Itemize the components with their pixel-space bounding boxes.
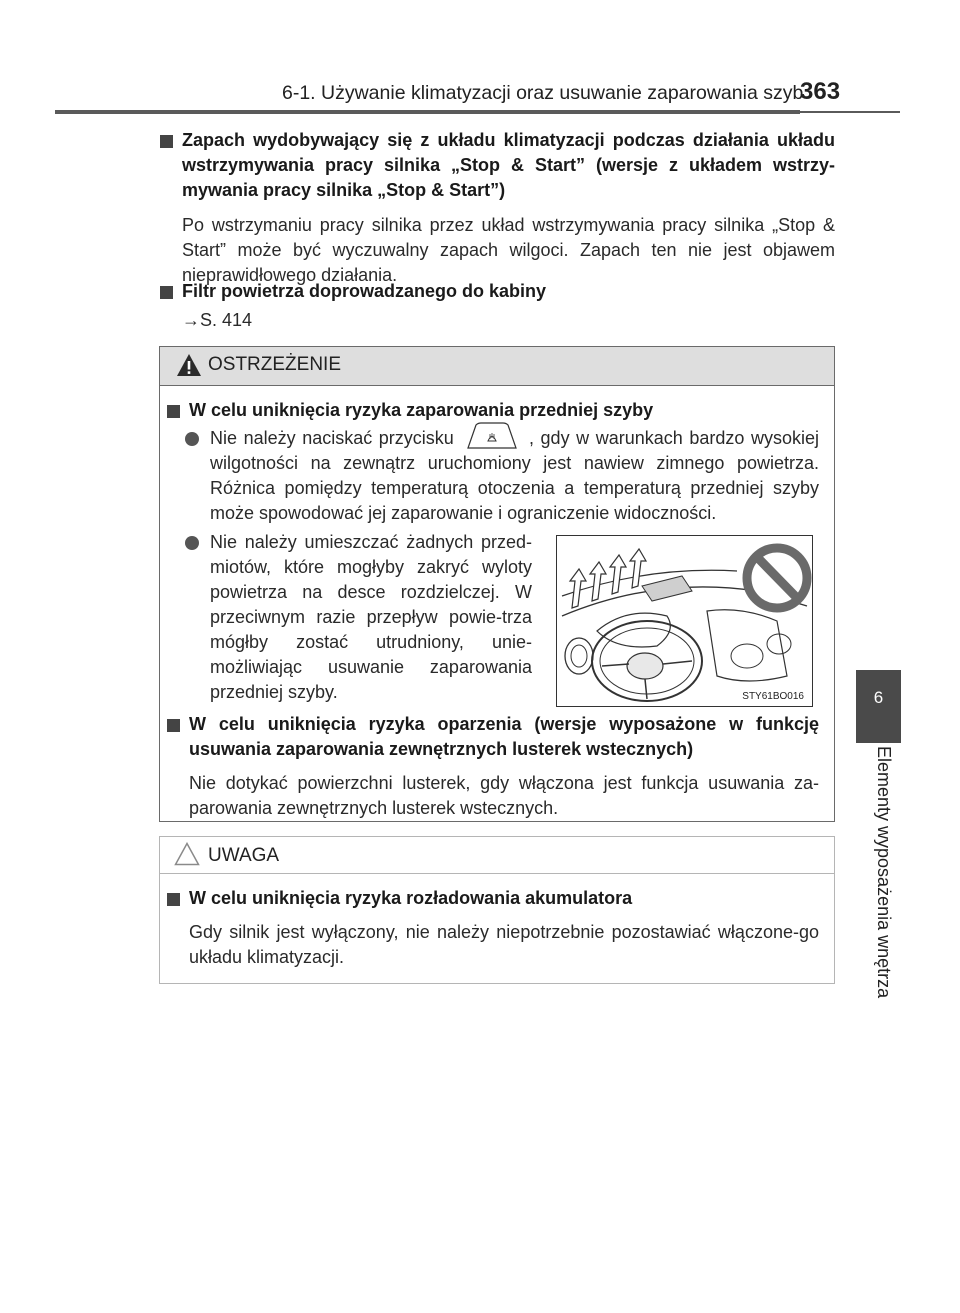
page-number: 363 <box>800 78 841 105</box>
warning-item-burn-body: Nie dotykać powierzchni lusterek, gdy włączona jest funkcja usuwania za-parowania zewnętrznych lusterek wstecznych. <box>189 773 819 818</box>
caution-triangle-outline-icon <box>174 842 200 866</box>
chapter-number: 6 <box>873 688 884 707</box>
section-title: 6-1. Używanie klimatyzacji oraz usuwanie zaparowania szyb <box>282 82 804 104</box>
warning-point-button: Nie należy naciskać przycisku , gdy w warunkach bardzo wysokiej wilgotności na zewnątrz uruchomiony jest nawiew zimnego powietrza. Różnica pomiędzy temperaturą otoczenia a temperaturą przedniej szyby może spowodować jej zaparowanie i ograniczenie widoczności. <box>185 426 819 526</box>
warning-item-burn-heading: W celu uniknięcia ryzyka oparzenia (wersje wyposażone w funkcję usuwania zaparowania zewnętrznych lusterek wstecznych) <box>167 712 819 762</box>
warning-header <box>160 347 834 386</box>
dashboard-drawing <box>557 536 812 706</box>
warning-triangle-icon <box>176 353 202 377</box>
notice-title: UWAGA <box>208 845 280 866</box>
section-odor-heading: Zapach wydobywający się z układu klimatyzacji podczas działania układu wstrzymywania pracy silnika „Stop & Start” (wersje z układem wstrzy-mywania pracy silnika „Stop & Start”) <box>160 128 835 203</box>
section-odor-body: Po wstrzymaniu pracy silnika przez układ wstrzymywania pracy silnika „Stop & Start” może być wyczuwalny zapach wilgoci. Zapach ten nie jest objawem nieprawidłowego działania. <box>182 215 835 285</box>
round-bullet-icon <box>185 432 199 446</box>
warning-item-fogging-heading: W celu uniknięcia ryzyka zaparowania przedniej szyby <box>167 398 819 423</box>
section-odor <box>160 128 835 288</box>
warning-item-fogging <box>167 398 819 423</box>
notice-item-battery-body: Gdy silnik jest wyłączony, nie należy niepotrzebnie pozostawiać włączone-go układu klimatyzacji. <box>189 922 819 967</box>
header-rule <box>55 110 800 114</box>
dashboard-illustration <box>556 535 813 707</box>
defrost-button-icon <box>464 422 520 450</box>
page-header <box>0 0 960 120</box>
section-cabin-filter <box>160 279 835 333</box>
square-bullet-icon <box>167 405 180 418</box>
warning-title: OSTRZEŻENIE <box>208 354 342 375</box>
chapter-label: Elementy wyposażenia wnętrza <box>874 746 894 999</box>
section-cabin-filter-heading: Filtr powietrza doprowadzanego do kabiny <box>160 279 835 304</box>
notice-item-battery-heading: W celu uniknięcia ryzyka rozładowania akumulatora <box>167 886 819 911</box>
round-bullet-icon <box>185 536 199 550</box>
notice-header <box>160 837 834 874</box>
square-bullet-icon <box>167 893 180 906</box>
illustration-code: STY61BO016 <box>742 691 804 702</box>
page-reference: →S. 414 <box>182 310 253 330</box>
square-bullet-icon <box>167 719 180 732</box>
notice-item-battery <box>167 886 819 970</box>
warning-item-burn <box>167 712 819 821</box>
header-rule-tail <box>800 111 900 113</box>
warning-point-vents: Nie należy umieszczać żadnych przed-miotów, które mogłyby zakryć wyloty powietrza na desce rozdzielczej. W przeciwnym razie przepływ powie-trza mógłby zostać utrudniony, unie-możliwiając usuwanie zaparowania przedniej szyby. <box>185 530 532 705</box>
square-bullet-icon <box>160 135 173 148</box>
square-bullet-icon <box>160 286 173 299</box>
prohibited-icon <box>747 548 807 608</box>
